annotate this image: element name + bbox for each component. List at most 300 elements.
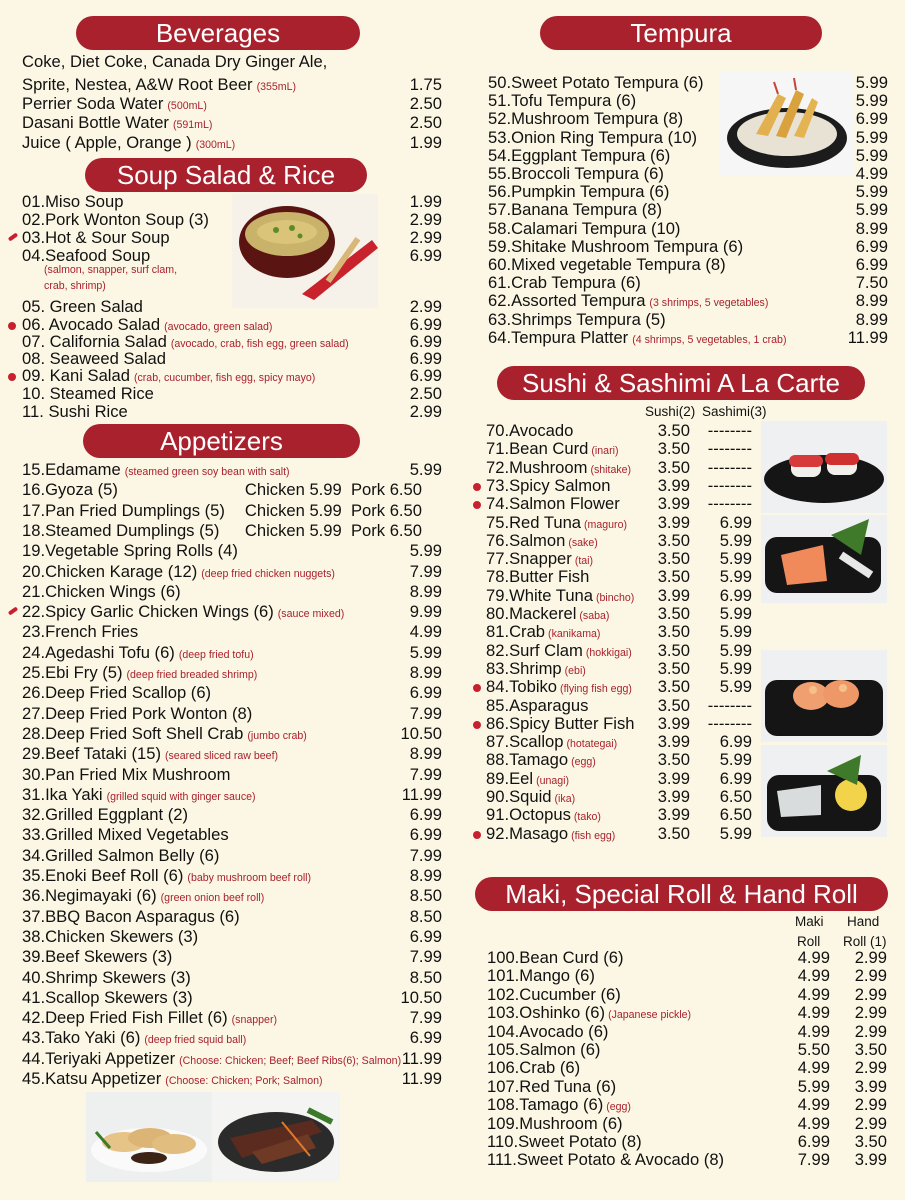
menu-item	[487, 966, 887, 986]
menu-item	[487, 1021, 887, 1042]
item-name: 107.Red Tuna (6)	[487, 1076, 617, 1096]
menu-item	[488, 182, 888, 202]
item-price: 7.99	[409, 764, 442, 784]
item-note: (Choose: Chicken; Beef; Beef Ribs(6); Salmon)	[179, 1054, 402, 1067]
item-price-small: 3.50	[657, 421, 690, 440]
item-price-small: 4.99	[797, 948, 830, 967]
item-name: 38.Chicken Skewers (3)	[22, 926, 199, 946]
menu-item	[22, 1008, 442, 1030]
item-price: 10.50	[400, 723, 442, 743]
item-price: 2.99	[409, 228, 442, 247]
sashimi-col-header: Sashimi(3)	[702, 404, 767, 419]
item-note: (hotategai)	[566, 738, 618, 751]
menu-item	[22, 521, 422, 541]
item-price-small: 5.99	[797, 1076, 830, 1096]
item-price: 11.99	[401, 1048, 442, 1068]
maki-roll-header-2: Roll	[797, 934, 821, 949]
item-price: 8.99	[409, 663, 442, 682]
tempura-banner: Tempura	[540, 16, 822, 50]
item-note: (deep fried chicken nuggets)	[201, 567, 335, 580]
item-name: 41.Scallop Skewers (3)	[22, 987, 193, 1007]
menu-item	[44, 278, 244, 294]
menu-item	[22, 602, 442, 624]
sushi-col-header: Sushi(2)	[645, 404, 696, 419]
item-price: 7.99	[409, 845, 442, 865]
item-price: 1.99	[409, 192, 442, 211]
menu-item	[486, 824, 756, 846]
menu-item	[22, 987, 442, 1008]
item-price-small: 3.99	[657, 732, 690, 752]
item-price: 7.99	[409, 1008, 442, 1028]
item-note: (egg)	[571, 756, 596, 769]
item-price-small: 3.50	[657, 457, 690, 477]
menu-item	[487, 1076, 887, 1097]
spicy-dot-icon	[473, 501, 481, 509]
item-name: 77.Snapper	[486, 549, 572, 569]
item-price: 11.99	[401, 784, 442, 804]
item-price-small: 3.50	[657, 823, 690, 843]
menu-item	[22, 480, 422, 500]
item-price-small: 3.99	[657, 787, 690, 806]
item-note: (egg)	[606, 1101, 631, 1114]
menu-item	[487, 1040, 887, 1060]
item-note: (3 shrimps, 5 vegetables)	[649, 297, 769, 310]
menu-item	[487, 948, 887, 968]
item-price-small: 3.50	[657, 750, 690, 770]
item-note: (591mL)	[172, 119, 213, 132]
item-note: (kanikama)	[548, 628, 601, 641]
item-price: 6.99	[855, 255, 888, 274]
item-note: (Japanese pickle)	[608, 1009, 692, 1022]
item-name: 32.Grilled Eggplant (2)	[22, 805, 189, 825]
item-name: Sprite, Nestea, A&W Root Beer	[22, 75, 253, 94]
item-price-large: 2.99	[854, 984, 887, 1004]
item-price-large: 5.99	[719, 658, 752, 678]
item-price: 9.99	[409, 602, 442, 622]
sushi-banner: Sushi & Sashimi A La Carte	[497, 366, 865, 400]
item-name: 102.Cucumber (6)	[487, 984, 621, 1004]
item-price: 2.99	[409, 297, 442, 316]
item-note: (355mL)	[256, 81, 297, 93]
item-name: 101.Mango (6)	[487, 966, 595, 986]
item-note: (sake)	[568, 536, 598, 549]
item-name: 53.Onion Ring Tempura (10)	[488, 127, 698, 147]
menu-item	[22, 683, 442, 703]
item-name: 75.Red Tuna	[486, 512, 582, 532]
menu-item	[22, 845, 442, 866]
spicy-dot-icon	[8, 373, 16, 381]
item-price-small: 4.99	[797, 1095, 830, 1115]
item-name: 11. Sushi Rice	[22, 402, 128, 421]
item-name: 39.Beef Skewers (3)	[22, 947, 173, 967]
beverages-intro-text: Coke, Diet Coke, Canada Dry Ginger Ale,	[22, 52, 328, 71]
item-name: 52.Mushroom Tempura (8)	[488, 109, 684, 129]
item-price: 6.99	[409, 246, 442, 265]
item-price-small: 3.99	[657, 494, 690, 514]
item-name: 87.Scallop	[486, 732, 564, 752]
item-price: 8.99	[409, 744, 442, 764]
item-price-small: 7.99	[797, 1150, 830, 1170]
item-price-small: 3.99	[657, 768, 690, 788]
item-name: 63.Shrimps Tempura (5)	[488, 309, 666, 329]
item-name: 83.Shrimp	[486, 658, 562, 678]
item-name: 61.Crab Tempura (6)	[488, 273, 641, 293]
item-note: crab, shrimp)	[44, 280, 106, 292]
item-note: (inari)	[591, 445, 619, 458]
item-name: 78.Butter Fish	[486, 567, 590, 587]
item-price-large: 5.99	[719, 530, 752, 550]
item-note: (tako)	[573, 811, 601, 824]
item-price-large: 5.99	[719, 677, 752, 697]
item-note: (crab, cucumber, fish egg, spicy mayo)	[133, 372, 316, 384]
menu-item	[22, 723, 442, 746]
item-price-large: --------	[707, 457, 752, 477]
item-note: (tai)	[574, 555, 594, 568]
item-price-large: 5.99	[719, 549, 752, 569]
item-name: 64.Tempura Platter	[488, 327, 629, 347]
item-name: 72.Mushroom	[486, 457, 588, 477]
menu-item	[488, 219, 888, 239]
item-price-options: Chicken 5.99 Pork 6.50	[244, 480, 422, 500]
item-price: 5.99	[855, 200, 888, 220]
item-name: 103.Oshinko (6)	[487, 1003, 606, 1023]
item-price-small: 3.99	[657, 805, 690, 825]
soup-banner: Soup Salad & Rice	[85, 158, 367, 192]
item-name: 08. Seaweed Salad	[22, 349, 166, 368]
item-price-large: 6.99	[719, 512, 752, 532]
item-note: (500mL)	[167, 100, 207, 113]
item-name: 31.Ika Yaki	[22, 784, 103, 804]
item-price: 8.99	[855, 218, 888, 238]
item-price-small: 3.99	[657, 512, 690, 532]
octopus-sashimi-photo	[761, 745, 887, 837]
item-name: 44.Teriyaki Appetizer	[22, 1048, 176, 1068]
tempura-photo	[720, 72, 854, 176]
item-name: 02.Pork Wonton Soup (3)	[22, 210, 209, 229]
miso-soup-photo	[232, 194, 378, 308]
menu-item	[22, 642, 442, 665]
item-price: 5.99	[855, 73, 888, 92]
item-name: 35.Enoki Beef Roll (6)	[22, 866, 184, 885]
menu-item	[22, 622, 442, 642]
item-note: (unagi)	[536, 774, 570, 787]
item-name: 33.Grilled Mixed Vegetables	[22, 825, 229, 845]
item-price-large: 2.99	[854, 1021, 887, 1041]
item-name: 54.Eggplant Tempura (6)	[488, 145, 671, 165]
item-name: 58.Calamari Tempura (10)	[488, 218, 681, 238]
item-note: (ebi)	[564, 664, 586, 677]
menu-item	[486, 494, 756, 514]
item-price: 8.50	[409, 886, 442, 906]
item-name: 50.Sweet Potato Tempura (6)	[488, 73, 704, 92]
item-note: (avocado, crab, fish egg, green salad)	[170, 338, 349, 350]
item-name: 106.Crab (6)	[487, 1058, 581, 1078]
maki-roll-header: Maki	[795, 914, 824, 929]
spicy-dot-icon	[473, 684, 481, 692]
item-name: 23.French Fries	[22, 622, 139, 642]
item-price: 7.99	[409, 947, 442, 967]
beverages-intro	[22, 52, 422, 72]
item-note: (grilled squid with ginger sauce)	[106, 790, 256, 803]
item-price: 1.75	[409, 75, 442, 94]
beef-tataki-photo	[212, 1092, 340, 1182]
item-price: 6.99	[409, 825, 442, 845]
item-price: 6.99	[409, 349, 442, 368]
item-price: 8.99	[409, 866, 442, 885]
menu-item	[22, 501, 422, 521]
menu-item	[22, 561, 442, 584]
menu-item	[486, 714, 756, 734]
item-price-large: 5.99	[719, 567, 752, 587]
item-price-small: 3.50	[657, 604, 690, 623]
item-name: 09. Kani Salad	[22, 366, 130, 385]
item-price: 5.99	[855, 145, 888, 165]
item-price-large: 2.99	[854, 1113, 887, 1133]
item-name: 06. Avocado Salad	[22, 315, 161, 334]
item-name: 110.Sweet Potato (8)	[487, 1132, 642, 1151]
item-price-small: 3.50	[657, 439, 690, 459]
item-name: 40.Shrimp Skewers (3)	[22, 967, 191, 987]
item-price-small: 3.99	[657, 475, 690, 495]
item-name: 43.Tako Yaki (6)	[22, 1028, 141, 1048]
item-name: 19.Vegetable Spring Rolls (4)	[22, 541, 238, 561]
spicy-dot-icon	[473, 721, 481, 729]
item-price: 6.99	[409, 315, 442, 334]
item-price: 8.99	[855, 309, 888, 329]
item-price-small: 4.99	[797, 1113, 830, 1133]
item-name: 24.Agedashi Tofu (6)	[22, 642, 175, 662]
menu-item	[22, 906, 442, 927]
item-price-small: 3.50	[657, 658, 690, 678]
item-note: (deep fried breaded shrimp)	[126, 669, 258, 681]
item-price: 6.99	[409, 683, 442, 703]
item-name: 05. Green Salad	[22, 297, 143, 316]
menu-item	[487, 1113, 887, 1134]
item-price-small: 4.99	[797, 1021, 830, 1041]
item-price: 8.99	[855, 291, 888, 311]
item-name: 85.Asparagus	[486, 695, 589, 715]
item-price-small: 4.99	[797, 1058, 830, 1078]
item-price-large: 6.99	[719, 585, 752, 605]
item-name: 22.Spicy Garlic Chicken Wings (6)	[22, 602, 274, 622]
menu-item	[488, 273, 888, 293]
item-price: 11.99	[847, 327, 888, 347]
item-price-large: 2.99	[854, 1003, 887, 1023]
item-price-large: 5.99	[719, 640, 752, 660]
item-note: (green onion beef roll)	[160, 892, 265, 905]
menu-item	[22, 866, 442, 888]
item-price: 7.50	[855, 273, 888, 293]
item-price-large: 2.99	[854, 966, 887, 986]
item-price: 7.99	[409, 561, 442, 581]
menu-item	[22, 541, 442, 561]
item-price: 2.99	[409, 210, 442, 229]
item-name: 21.Chicken Wings (6)	[22, 581, 181, 601]
item-price: 5.99	[409, 642, 442, 662]
item-price: 4.99	[855, 164, 888, 183]
item-name: 30.Pan Fried Mix Mushroom	[22, 764, 231, 784]
item-price: 5.99	[409, 460, 442, 479]
item-note: (snapper)	[231, 1014, 277, 1027]
item-note: (shitake)	[590, 463, 632, 476]
menu-item	[488, 310, 888, 330]
spicy-dot-icon	[8, 322, 16, 330]
item-note: (deep fried squid ball)	[144, 1034, 247, 1047]
item-price: 2.99	[409, 402, 442, 421]
item-note: (flying fish egg)	[560, 683, 632, 696]
item-name: 27.Deep Fried Pork Wonton (8)	[22, 703, 253, 723]
item-name: 20.Chicken Karage (12)	[22, 561, 198, 581]
item-name: 109.Mushroom (6)	[487, 1113, 623, 1133]
gyoza-photo	[86, 1092, 212, 1182]
item-price-large: --------	[707, 494, 752, 514]
item-name: 62.Assorted Tempura	[488, 291, 646, 311]
maki-banner: Maki, Special Roll & Hand Roll	[475, 877, 888, 911]
item-note: (fish egg)	[571, 829, 616, 842]
menu-item	[22, 825, 442, 845]
item-note: (sauce mixed)	[277, 608, 345, 621]
item-price-large: 5.99	[719, 750, 752, 770]
item-name: 57.Banana Tempura (8)	[488, 200, 663, 220]
item-price-small: 6.99	[797, 1132, 830, 1151]
menu-item	[44, 262, 244, 278]
appetizers-banner: Appetizers	[83, 424, 360, 458]
menu-item	[488, 237, 888, 257]
item-name: 105.Salmon (6)	[487, 1040, 601, 1059]
menu-item	[486, 476, 756, 496]
item-price-large: 5.99	[719, 622, 752, 642]
item-name: 03.Hot & Sour Soup	[22, 228, 170, 247]
item-name: 10. Steamed Rice	[22, 384, 154, 403]
item-price-small: 4.99	[797, 1003, 830, 1023]
item-name: 04.Seafood Soup	[22, 246, 151, 265]
chili-pepper-icon	[8, 232, 18, 241]
item-price-small: 3.50	[657, 530, 690, 550]
item-note: (300mL)	[195, 138, 236, 151]
hand-roll-header-2: Roll (1)	[843, 934, 887, 949]
item-price: 2.50	[409, 384, 442, 403]
menu-item	[22, 947, 442, 967]
item-price-large: 2.99	[854, 1095, 887, 1115]
item-price-large: 6.50	[719, 805, 752, 825]
spicy-dot-icon	[473, 831, 481, 839]
item-name: 81.Crab	[486, 622, 546, 642]
item-note: (deep fried tofu)	[178, 648, 254, 661]
menu-item	[486, 567, 756, 587]
menu-item	[487, 1150, 887, 1170]
item-price-large: --------	[707, 475, 752, 495]
item-price: 6.99	[855, 236, 888, 256]
menu-item	[487, 1132, 887, 1152]
item-name: 71.Bean Curd	[486, 439, 589, 459]
menu-item	[22, 1048, 442, 1071]
item-price-small: 3.50	[657, 567, 690, 587]
item-price: 5.99	[855, 127, 888, 147]
item-name: 76.Salmon	[486, 530, 566, 550]
item-price-large: 6.50	[719, 787, 752, 806]
item-price: 8.50	[409, 967, 442, 987]
item-name: 07. California Salad	[22, 332, 167, 351]
item-name: Perrier Soda Water	[22, 94, 164, 114]
item-name: 26.Deep Fried Scallop (6)	[22, 683, 212, 703]
item-price-large: 3.50	[854, 1132, 887, 1151]
item-price-large: 3.99	[854, 1150, 887, 1170]
menu-item	[487, 984, 887, 1005]
menu-item	[488, 200, 888, 220]
item-price: 11.99	[401, 1069, 442, 1088]
item-price: 5.99	[855, 182, 888, 202]
item-name: 86.Spicy Butter Fish	[486, 713, 635, 733]
item-name: 45.Katsu Appetizer	[22, 1069, 162, 1088]
item-name: 17.Pan Fried Dumplings (5)	[22, 500, 225, 520]
item-price-large: --------	[707, 439, 752, 459]
item-name: 111.Sweet Potato & Avocado (8)	[487, 1150, 725, 1170]
item-price-large: 6.99	[719, 732, 752, 752]
salmon-sashimi-photo	[761, 515, 887, 603]
item-price: 6.99	[409, 805, 442, 825]
item-price: 6.99	[409, 926, 442, 946]
item-price: 5.99	[855, 91, 888, 111]
item-note: (baby mushroom beef roll)	[187, 872, 312, 884]
item-name: 60.Mixed vegetable Tempura (8)	[488, 255, 726, 274]
item-price: 2.50	[409, 113, 442, 133]
item-name: 34.Grilled Salmon Belly (6)	[22, 845, 220, 865]
menu-item	[486, 421, 756, 441]
tuna-nigiri-photo	[761, 421, 887, 513]
item-price-small: 3.50	[657, 622, 690, 642]
menu-item	[22, 886, 442, 908]
item-name: 16.Gyoza (5)	[22, 480, 118, 500]
menu-item	[22, 132, 442, 155]
menu-item	[486, 696, 756, 716]
item-name: 100.Bean Curd (6)	[487, 948, 624, 967]
item-name: 29.Beef Tataki (15)	[22, 744, 161, 764]
item-name: Juice ( Apple, Orange )	[22, 132, 192, 152]
item-name: 104.Avocado (6)	[487, 1021, 609, 1041]
item-name: 18.Steamed Dumplings (5)	[22, 520, 220, 540]
item-price-large: 3.50	[854, 1040, 887, 1059]
chili-pepper-icon	[8, 607, 18, 616]
item-note: (maguro)	[584, 518, 628, 531]
item-price: 6.99	[855, 109, 888, 129]
item-name: 74.Salmon Flower	[486, 494, 620, 514]
item-price-large: 5.99	[719, 604, 752, 623]
beverages-banner: Beverages	[76, 16, 360, 50]
item-name: 01.Miso Soup	[22, 192, 124, 211]
item-price-large: 3.99	[854, 1076, 887, 1096]
item-name: 90.Squid	[486, 787, 552, 806]
item-price-large: 2.99	[854, 1058, 887, 1078]
item-name: 79.White Tuna	[486, 585, 594, 605]
item-name: 70.Avocado	[486, 421, 574, 440]
menu-item	[22, 1069, 442, 1091]
item-name: 56.Pumpkin Tempura (6)	[488, 182, 670, 202]
item-price: 10.50	[400, 987, 442, 1007]
item-name: 91.Octopus	[486, 805, 571, 825]
menu-item	[22, 805, 442, 825]
item-price-small: 3.99	[657, 585, 690, 605]
menu-item	[22, 744, 442, 766]
item-note: (saba)	[579, 610, 610, 622]
menu-item	[22, 926, 442, 947]
item-name: 55.Broccoli Tempura (6)	[488, 164, 664, 183]
item-name: 15.Edamame	[22, 460, 121, 479]
menu-item	[22, 703, 442, 724]
item-name: 36.Negimayaki (6)	[22, 886, 157, 906]
item-note: (4 shrimps, 5 vegetables, 1 crab)	[632, 333, 787, 346]
item-price-large: --------	[707, 713, 752, 733]
item-name: 51.Tofu Tempura (6)	[488, 91, 637, 111]
